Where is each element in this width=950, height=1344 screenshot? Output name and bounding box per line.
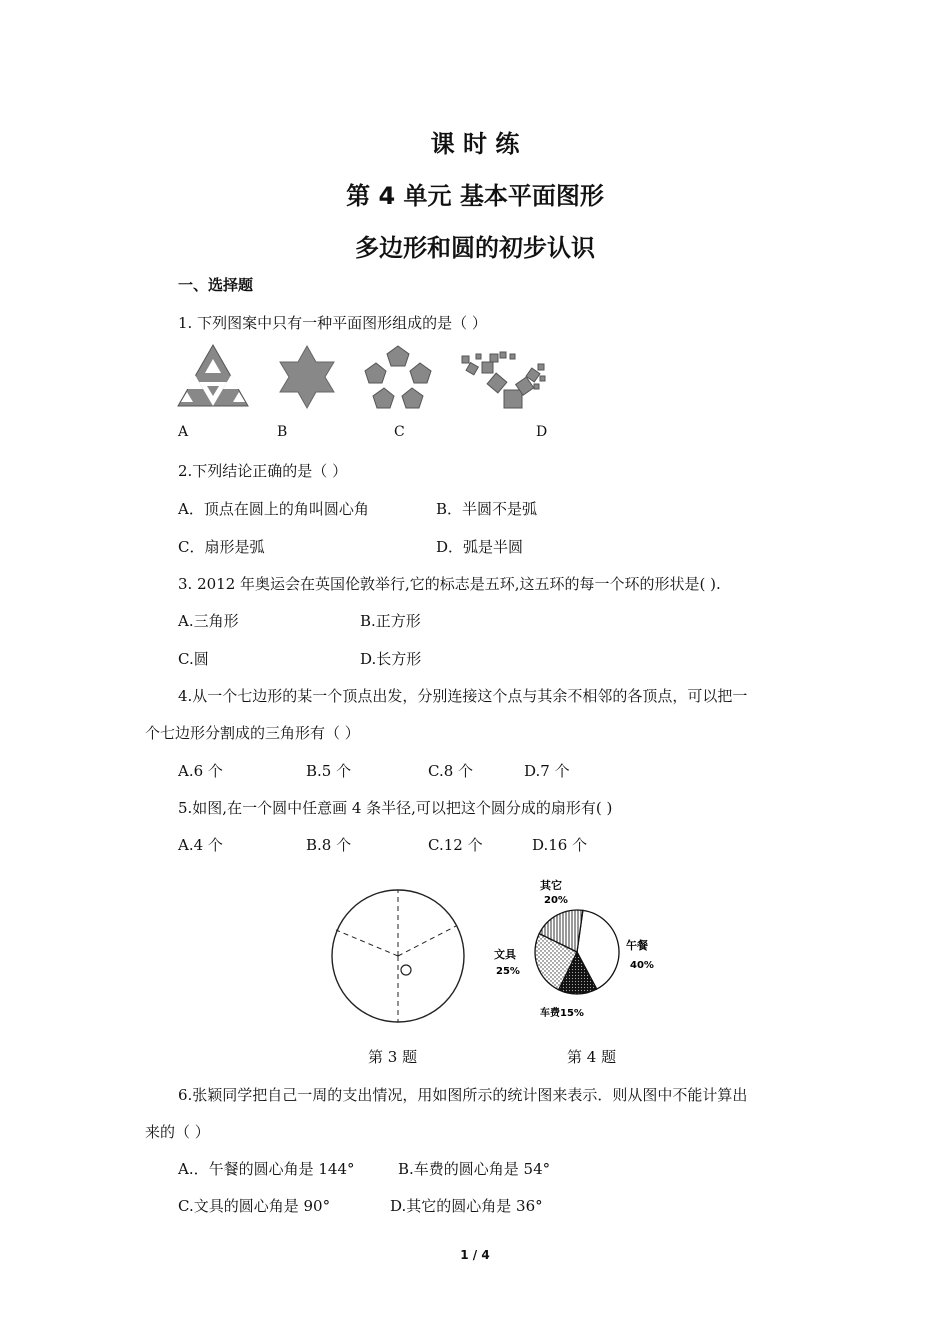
topic-title: 多边形和圆的初步认识 <box>355 234 595 262</box>
label-stationery-name: 文具 <box>494 948 516 961</box>
label-lunch-pct: 40% <box>630 960 654 971</box>
q2-option-b: B．半圆不是弧 <box>436 500 538 518</box>
q1-stem: 1. 下列图案中只有一种平面图形组成的是（ ） <box>178 314 487 332</box>
figure3-caption: 第 3 题 <box>368 1048 418 1066</box>
page-number: 1 / 4 <box>460 1248 490 1262</box>
figure4-caption: 第 4 题 <box>567 1048 617 1066</box>
q4-stem-line2: 个七边形分割成的三角形有（ ） <box>145 724 360 742</box>
q6-option-d: D.其它的圆心角是 36° <box>390 1197 543 1215</box>
label-other-pct: 20% <box>544 895 568 906</box>
pie-slices <box>535 910 619 994</box>
q4-option-c: C.8 个 <box>428 762 474 780</box>
figure-d-label: D <box>536 424 548 440</box>
label-stationery-pct: 25% <box>496 966 520 977</box>
q6-option-c: C.文具的圆心角是 90° <box>178 1197 331 1215</box>
figure-c-pentagons <box>362 345 434 411</box>
q2-option-d: D．弧是半圆 <box>436 538 524 556</box>
q6-option-a: A.．午餐的圆心角是 144° <box>178 1160 355 1178</box>
q6-stem-line1: 6.张颖同学把自己一周的支出情况，用如图所示的统计图来表示．则从图中不能计算出 <box>178 1086 748 1104</box>
label-fare: 车费15% <box>540 1008 584 1019</box>
q3-option-d: D.长方形 <box>360 650 422 668</box>
label-other-name: 其它 <box>540 879 562 892</box>
q6-stem-line2: 来的（ ） <box>145 1123 210 1141</box>
pie-chart <box>490 872 660 1024</box>
q3-stem: 3. 2012 年奥运会在英国伦敦举行,它的标志是五环,这五环的每一个环的形状是( ). <box>178 575 721 593</box>
q5-stem: 5.如图,在一个圆中任意画 4 条半径,可以把这个圆分成的扇形有( ) <box>178 799 613 817</box>
q3-option-b: B.正方形 <box>360 612 421 630</box>
unit-title: 第 4 单元 基本平面图形 <box>346 182 604 210</box>
figure-b-label: B <box>277 424 288 440</box>
figure-circle-radii <box>330 888 466 1024</box>
figure-c-label: C <box>394 424 405 440</box>
figure-b-six-pointed-star <box>276 345 338 409</box>
q6-option-b: B.车费的圆心角是 54° <box>398 1160 551 1178</box>
q2-option-a: A．顶点在圆上的角叫圆心角 <box>178 500 369 518</box>
label-lunch-name: 午餐 <box>626 939 648 952</box>
section-heading: 一、选择题 <box>178 276 254 294</box>
q4-option-b: B.5 个 <box>306 762 352 780</box>
q4-stem-line1: 4.从一个七边形的某一个顶点出发，分别连接这个点与其余不相邻的各顶点，可以把一 <box>178 687 748 705</box>
q3-option-c: C.圆 <box>178 650 209 668</box>
q4-option-d: D.7 个 <box>524 762 570 780</box>
q3-option-a: A.三角形 <box>178 612 239 630</box>
page-title: 课 时 练 <box>430 130 520 158</box>
q5-option-c: C.12 个 <box>428 836 483 854</box>
q5-option-d: D.16 个 <box>532 836 588 854</box>
q5-option-b: B.8 个 <box>306 836 352 854</box>
q4-option-a: A.6 个 <box>178 762 223 780</box>
figure-a-label: A <box>178 424 189 440</box>
q2-option-c: C．扇形是弧 <box>178 538 265 556</box>
q5-option-a: A.4 个 <box>178 836 223 854</box>
figure-a-sierpinski-triangle <box>176 344 250 408</box>
figure-d-pythagoras-tree <box>460 350 554 412</box>
q2-stem: 2.下列结论正确的是（ ） <box>178 462 348 480</box>
